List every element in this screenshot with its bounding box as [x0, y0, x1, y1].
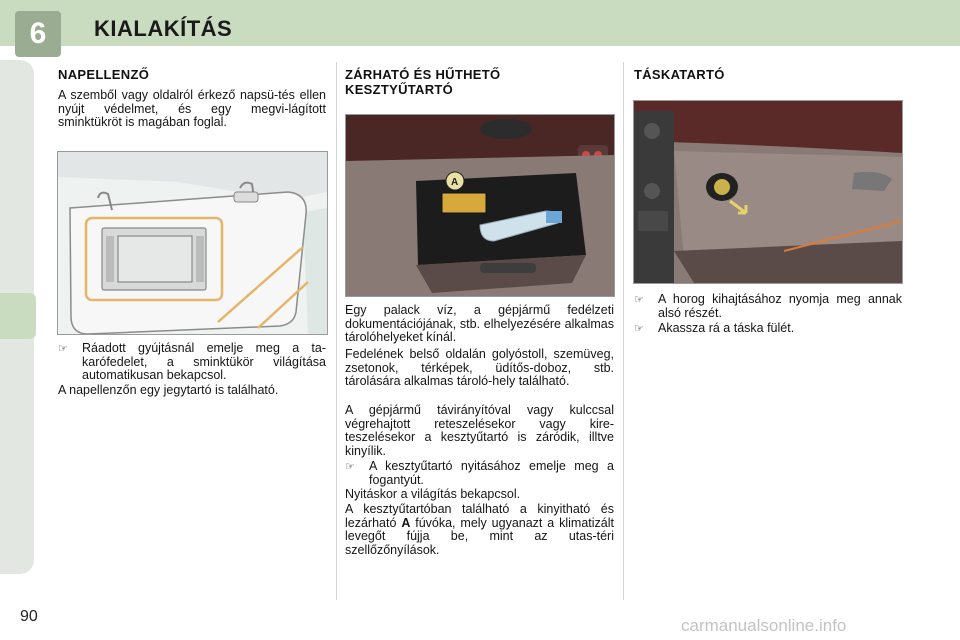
sun-visor-bullet [58, 342, 326, 383]
pointing-hand-icon: ☞ [345, 461, 355, 473]
pointing-hand-icon: ☞ [58, 343, 68, 355]
vent-label-reference: A [401, 515, 411, 530]
column-separator [336, 62, 337, 600]
bag-hook-image [634, 101, 902, 283]
side-tab-active-marker [0, 293, 36, 339]
air-vent-label-a: A [451, 177, 459, 188]
paragraph-text: fúvóka, mely ugyanazt a klimatizált levegőt fújja be, mint az utas-téri szellőzőnyílások. [345, 515, 614, 557]
section-heading-sun-visor: NAPELLENZŐ [58, 67, 150, 82]
bullet-text: Ráadott gyújtásnál emelje meg a ta-karófedelet, a sminktükör világítása automatikusan bekapcsol. [82, 341, 326, 382]
page-title: KIALAKÍTÁS [94, 16, 233, 41]
glovebox-paragraph-2: Fedelének belső oldalán golyóstoll, szemüveg, zsetonok, térképek, üdítős-doboz, stb. tárolására alkalmas tároló-hely található. [345, 347, 614, 388]
sun-visor-drawing [58, 152, 327, 334]
glovebox-bullet [345, 460, 614, 487]
glovebox-photo [345, 114, 615, 297]
chapter-number: 6 [29, 17, 47, 50]
bullet-text: Akassza rá a táska fülét. [658, 321, 795, 335]
column-separator [623, 62, 624, 600]
chapter-badge [15, 11, 61, 57]
glovebox-paragraph-4: Nyitáskor a világítás bekapcsol. [345, 487, 521, 501]
page-number: 90 [20, 608, 38, 625]
glovebox-paragraph-3: A gépjármű távirányítóval vagy kulccsal végrehajtott reteszelésekor vagy kire-teszelésekor a kesztyűtartó is záródik, illtve kinyílik. [345, 403, 614, 458]
bullet-text: A horog kihajtásához nyomja meg annak alsó részét. [658, 292, 902, 320]
pointing-hand-icon: ☞ [634, 323, 644, 335]
sun-visor-illustration [57, 151, 328, 335]
sun-visor-intro: A szemből vagy oldalról érkező napsü-tés ellen nyújt védelmet, és egy megvi-lágított sminktükröt is magában foglal. [58, 88, 326, 129]
paragraph-text: A kesztyűtartóban található a kinyitható és lezárható [345, 502, 614, 530]
ticket-holder-note: A napellenzőn egy jegytartó is található. [58, 383, 279, 397]
watermark: carmanualsonline.info [681, 616, 847, 635]
bag-hook-photo [633, 100, 903, 284]
pointing-hand-icon: ☞ [634, 294, 644, 306]
glovebox-image [346, 115, 614, 296]
bag-hook-bullet-2 [634, 322, 902, 337]
section-heading-glovebox: ZÁRHATÓ ÉS HŰTHETŐ KESZTYŰTARTÓ [345, 67, 501, 97]
bullet-text: A kesztyűtartó nyitásához emelje meg a fogantyút. [369, 459, 614, 487]
bag-hook-bullet-1 [634, 293, 902, 320]
glovebox-paragraph-1: Egy palack víz, a gépjármű fedélzeti dokumentációjának, stb. elhelyezésére alkalmas tárolóhelyeket kínál. [345, 303, 614, 344]
section-heading-bag-hook: TÁSKATARTÓ [634, 67, 725, 82]
glovebox-paragraph-5 [345, 503, 614, 557]
